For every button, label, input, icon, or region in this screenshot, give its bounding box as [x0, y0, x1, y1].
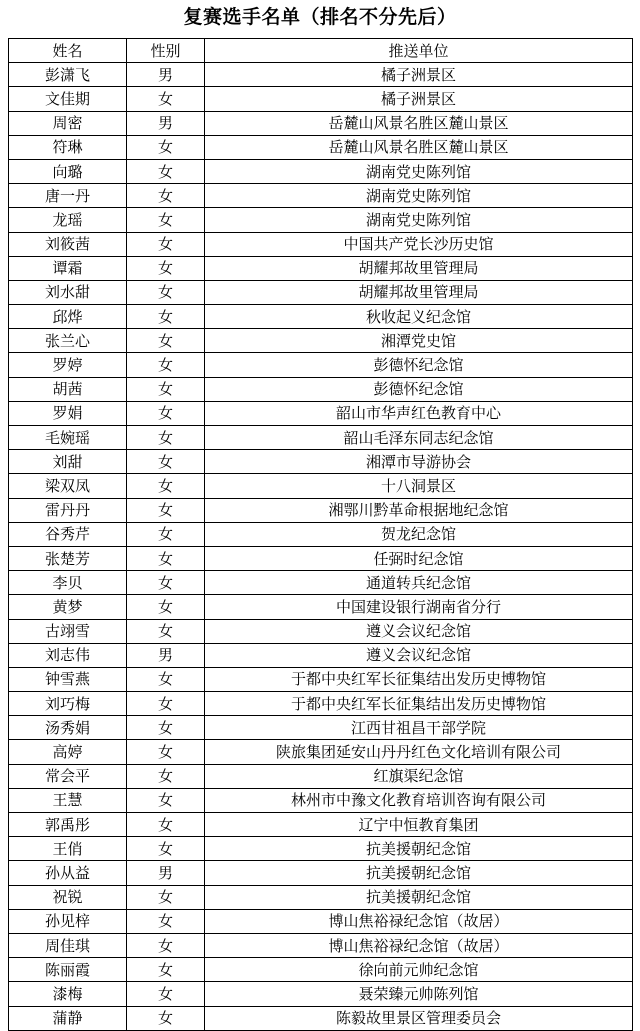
cell-unit: 橘子洲景区 — [205, 63, 633, 87]
cell-name: 龙瑶 — [9, 208, 127, 232]
cell-unit: 秋收起义纪念馆 — [205, 305, 633, 329]
table-row — [9, 837, 633, 861]
cell-unit: 江西甘祖昌干部学院 — [205, 716, 633, 740]
table-row — [9, 522, 633, 546]
cell-unit: 博山焦裕禄纪念馆（故居） — [205, 909, 633, 933]
cell-unit: 十八洞景区 — [205, 474, 633, 498]
table-row — [9, 740, 633, 764]
cell-gender: 女 — [127, 571, 205, 595]
cell-name: 汤秀娟 — [9, 716, 127, 740]
table-row — [9, 933, 633, 957]
cell-gender: 男 — [127, 861, 205, 885]
cell-gender: 女 — [127, 522, 205, 546]
cell-unit: 湘潭市导游协会 — [205, 450, 633, 474]
cell-name: 张兰心 — [9, 329, 127, 353]
table-row — [9, 498, 633, 522]
cell-name: 谭霜 — [9, 256, 127, 280]
table-row — [9, 135, 633, 159]
table-row — [9, 87, 633, 111]
cell-unit: 湖南党史陈列馆 — [205, 159, 633, 183]
table-row — [9, 692, 633, 716]
cell-gender: 女 — [127, 208, 205, 232]
cell-gender: 女 — [127, 135, 205, 159]
cell-name: 罗娟 — [9, 401, 127, 425]
table-row — [9, 280, 633, 304]
cell-unit: 于都中央红军长征集结出发历史博物馆 — [205, 692, 633, 716]
cell-unit: 贺龙纪念馆 — [205, 522, 633, 546]
cell-gender: 男 — [127, 643, 205, 667]
cell-unit: 抗美援朝纪念馆 — [205, 861, 633, 885]
table-body — [9, 63, 633, 1031]
cell-name: 钟雪燕 — [9, 667, 127, 691]
table-row — [9, 982, 633, 1006]
cell-unit: 聂荣臻元帅陈列馆 — [205, 982, 633, 1006]
cell-unit: 红旗渠纪念馆 — [205, 764, 633, 788]
table-row — [9, 861, 633, 885]
cell-gender: 女 — [127, 280, 205, 304]
cell-gender: 女 — [127, 667, 205, 691]
cell-gender: 女 — [127, 692, 205, 716]
cell-gender: 女 — [127, 740, 205, 764]
cell-name: 刘筱茜 — [9, 232, 127, 256]
cell-gender: 女 — [127, 837, 205, 861]
cell-gender: 女 — [127, 813, 205, 837]
table-row — [9, 111, 633, 135]
table-row — [9, 184, 633, 208]
table-row — [9, 643, 633, 667]
cell-gender: 女 — [127, 619, 205, 643]
cell-unit: 遵义会议纪念馆 — [205, 619, 633, 643]
cell-name: 梁双凤 — [9, 474, 127, 498]
cell-unit: 湖南党史陈列馆 — [205, 184, 633, 208]
cell-gender: 女 — [127, 256, 205, 280]
cell-gender: 女 — [127, 401, 205, 425]
table-row — [9, 401, 633, 425]
table-row — [9, 885, 633, 909]
cell-unit: 橘子洲景区 — [205, 87, 633, 111]
cell-gender: 女 — [127, 159, 205, 183]
table-row — [9, 232, 633, 256]
cell-unit: 任弼时纪念馆 — [205, 546, 633, 570]
table-row — [9, 764, 633, 788]
cell-name: 陈丽霞 — [9, 958, 127, 982]
cell-name: 雷丹丹 — [9, 498, 127, 522]
cell-unit: 韶山毛泽东同志纪念馆 — [205, 426, 633, 450]
cell-name: 邱烨 — [9, 305, 127, 329]
cell-name: 胡茜 — [9, 377, 127, 401]
table-row — [9, 571, 633, 595]
cell-name: 蒲静 — [9, 1006, 127, 1030]
cell-name: 文佳期 — [9, 87, 127, 111]
cell-unit: 胡耀邦故里管理局 — [205, 280, 633, 304]
cell-gender: 女 — [127, 909, 205, 933]
cell-gender: 女 — [127, 426, 205, 450]
cell-name: 毛婉瑶 — [9, 426, 127, 450]
cell-gender: 女 — [127, 329, 205, 353]
table-row — [9, 546, 633, 570]
cell-name: 刘甜 — [9, 450, 127, 474]
cell-name: 罗婷 — [9, 353, 127, 377]
contestant-table — [8, 38, 633, 1031]
cell-name: 常会平 — [9, 764, 127, 788]
document-title: 复赛选手名单（排名不分先后） — [183, 6, 457, 28]
cell-gender: 男 — [127, 63, 205, 87]
table-row — [9, 595, 633, 619]
cell-name: 刘巧梅 — [9, 692, 127, 716]
table-row — [9, 377, 633, 401]
cell-name: 黄梦 — [9, 595, 127, 619]
cell-gender: 女 — [127, 232, 205, 256]
cell-unit: 湖南党史陈列馆 — [205, 208, 633, 232]
cell-name: 彭潇飞 — [9, 63, 127, 87]
cell-unit: 中国共产党长沙历史馆 — [205, 232, 633, 256]
cell-gender: 女 — [127, 498, 205, 522]
cell-unit: 抗美援朝纪念馆 — [205, 837, 633, 861]
cell-unit: 辽宁中恒教育集团 — [205, 813, 633, 837]
cell-name: 刘水甜 — [9, 280, 127, 304]
cell-name: 漆梅 — [9, 982, 127, 1006]
cell-unit: 博山焦裕禄纪念馆（故居） — [205, 933, 633, 957]
table-row — [9, 1006, 633, 1030]
cell-gender: 女 — [127, 353, 205, 377]
table-row — [9, 159, 633, 183]
cell-gender: 女 — [127, 716, 205, 740]
cell-gender: 女 — [127, 595, 205, 619]
cell-gender: 女 — [127, 982, 205, 1006]
cell-gender: 女 — [127, 377, 205, 401]
cell-name: 祝锐 — [9, 885, 127, 909]
cell-gender: 女 — [127, 87, 205, 111]
table-row — [9, 63, 633, 87]
cell-unit: 林州市中豫文化教育培训咨询有限公司 — [205, 788, 633, 812]
cell-unit: 胡耀邦故里管理局 — [205, 256, 633, 280]
table-row — [9, 305, 633, 329]
cell-unit: 湘潭党史馆 — [205, 329, 633, 353]
cell-name: 王俏 — [9, 837, 127, 861]
cell-gender: 女 — [127, 933, 205, 957]
cell-gender: 女 — [127, 788, 205, 812]
cell-name: 张楚芳 — [9, 546, 127, 570]
cell-unit: 抗美援朝纪念馆 — [205, 885, 633, 909]
cell-unit: 韶山市华声红色教育中心 — [205, 401, 633, 425]
cell-unit: 徐向前元帅纪念馆 — [205, 958, 633, 982]
cell-unit: 岳麓山风景名胜区麓山景区 — [205, 111, 633, 135]
cell-unit: 中国建设银行湖南省分行 — [205, 595, 633, 619]
header-gender: 性别 — [127, 39, 205, 63]
cell-gender: 女 — [127, 184, 205, 208]
cell-unit: 于都中央红军长征集结出发历史博物馆 — [205, 667, 633, 691]
cell-name: 周密 — [9, 111, 127, 135]
table-row — [9, 716, 633, 740]
header-unit: 推送单位 — [205, 39, 633, 63]
table-row — [9, 958, 633, 982]
cell-name: 刘志伟 — [9, 643, 127, 667]
cell-name: 谷秀芹 — [9, 522, 127, 546]
table-row — [9, 329, 633, 353]
cell-unit: 遵义会议纪念馆 — [205, 643, 633, 667]
cell-name: 王慧 — [9, 788, 127, 812]
cell-name: 孙从益 — [9, 861, 127, 885]
cell-unit: 陈毅故里景区管理委员会 — [205, 1006, 633, 1030]
table-row — [9, 353, 633, 377]
table-row — [9, 426, 633, 450]
cell-name: 唐一丹 — [9, 184, 127, 208]
cell-unit: 陕旅集团延安山丹丹红色文化培训有限公司 — [205, 740, 633, 764]
cell-name: 符琳 — [9, 135, 127, 159]
cell-gender: 女 — [127, 450, 205, 474]
cell-name: 孙见梓 — [9, 909, 127, 933]
cell-name: 向璐 — [9, 159, 127, 183]
cell-unit: 彭德怀纪念馆 — [205, 353, 633, 377]
cell-unit: 湘鄂川黔革命根据地纪念馆 — [205, 498, 633, 522]
cell-unit: 彭德怀纪念馆 — [205, 377, 633, 401]
cell-unit: 通道转兵纪念馆 — [205, 571, 633, 595]
table-row — [9, 909, 633, 933]
cell-name: 李贝 — [9, 571, 127, 595]
table-row — [9, 256, 633, 280]
cell-name: 郭禹彤 — [9, 813, 127, 837]
cell-gender: 女 — [127, 1006, 205, 1030]
table-row — [9, 208, 633, 232]
cell-unit: 岳麓山风景名胜区麓山景区 — [205, 135, 633, 159]
table-row — [9, 788, 633, 812]
cell-gender: 女 — [127, 546, 205, 570]
table-row — [9, 450, 633, 474]
cell-gender: 女 — [127, 764, 205, 788]
cell-gender: 女 — [127, 474, 205, 498]
table-row — [9, 619, 633, 643]
cell-gender: 男 — [127, 111, 205, 135]
table-header-row — [9, 39, 633, 63]
header-name: 姓名 — [9, 39, 127, 63]
cell-gender: 女 — [127, 305, 205, 329]
cell-name: 高婷 — [9, 740, 127, 764]
cell-gender: 女 — [127, 958, 205, 982]
table-row — [9, 667, 633, 691]
cell-name: 古翊雪 — [9, 619, 127, 643]
cell-name: 周佳琪 — [9, 933, 127, 957]
table-row — [9, 813, 633, 837]
table-row — [9, 474, 633, 498]
cell-gender: 女 — [127, 885, 205, 909]
